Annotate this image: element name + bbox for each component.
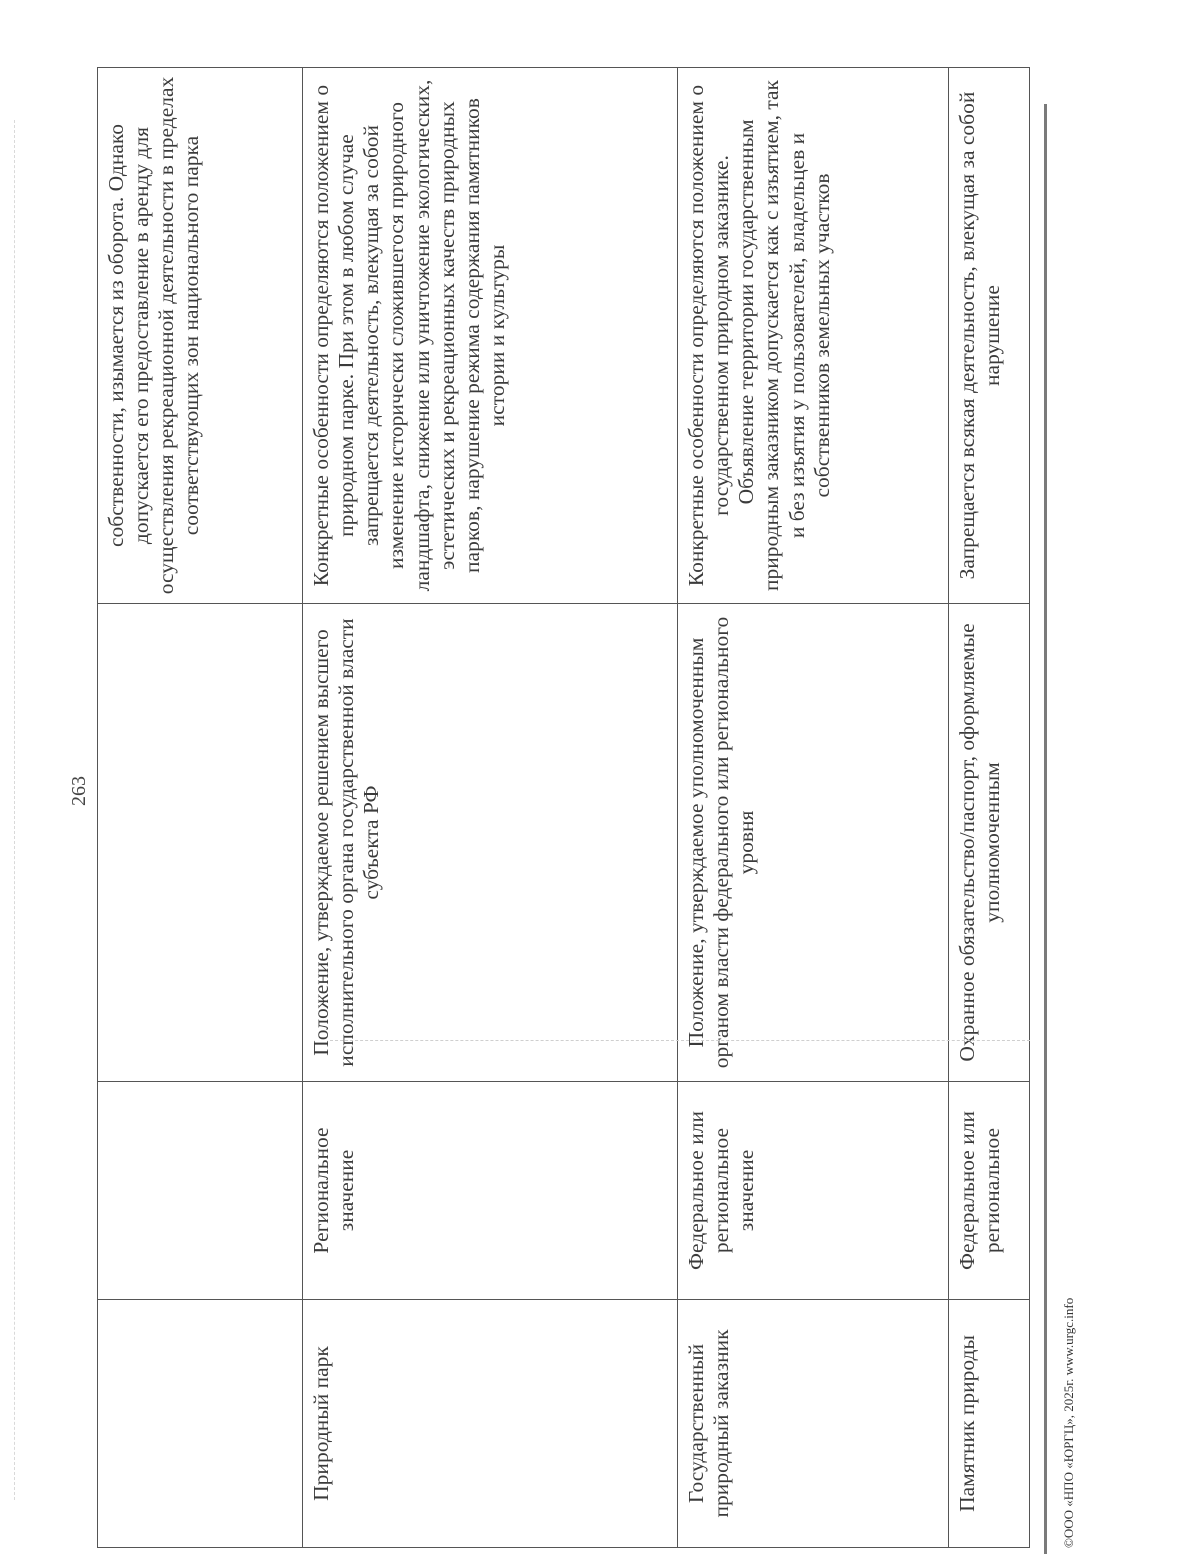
protection-regime: [303, 68, 678, 604]
copyright-text: ©ООО «НПО «ЮРГЦ», 2025г. www.urgc.info: [1061, 1297, 1076, 1548]
regime-paragraph: Конкретные особенности определяются положением о государственном природном заказнике.: [684, 84, 734, 587]
regulating-document: Положение, утверждаемое уполномоченным органом власти федерального или регионального уровня: [678, 604, 949, 1082]
significance-level: Федеральное или региональное: [949, 1082, 1030, 1300]
protected-area-name: [98, 1300, 303, 1548]
significance-level: [98, 1082, 303, 1300]
significance-level: Федеральное или региональное значение: [678, 1082, 949, 1300]
scan-edge: [14, 120, 16, 1500]
significance-level: Региональное значение: [303, 1082, 678, 1300]
protected-area-name: Государственный природный заказник: [678, 1300, 949, 1548]
protection-regime: [98, 68, 303, 604]
table-row: [949, 68, 1030, 1548]
footer-divider: [1044, 104, 1047, 1554]
regime-paragraph: Конкретные особенности определяются положением о природном парке. При этом в любом случае запрещается деятельность, влекущая за собой изменение исторически сложившегося природного ландшафта, снижение или уничтожение экологических, эстетических и рекреационных качеств природных парков, нарушение режима содержания памятников истории и культуры: [309, 79, 509, 592]
regime-paragraph: собственности, изымается из оборота. Однако допускается его предоставление в аренду для осуществления рекреационной деятельности в пределах соответствующих зон национального парка: [104, 76, 204, 595]
protected-area-name: Природный парк: [303, 1300, 678, 1548]
table-row: [303, 68, 678, 1548]
protection-regime: [949, 68, 1030, 604]
footer: [1060, 1148, 1078, 1548]
page-number: 263: [68, 776, 90, 806]
table-row: [98, 68, 303, 1548]
regime-paragraph: Объявление территории государственным природным заказником допускается как с изъятием, так и без изъятия у пользователей, владельцев и собственников земельных участков: [734, 79, 834, 592]
regulating-document: [98, 604, 303, 1082]
regulating-document: Охранное обязательство/паспорт, оформляемые уполномоченным: [949, 604, 1030, 1082]
document-table: [97, 67, 1030, 1548]
protection-regime: [678, 68, 949, 604]
scan-artifact: [330, 1040, 1030, 1042]
regulating-document: Положение, утверждаемое решением высшего исполнительного органа государственной власти субъекта РФ: [303, 604, 678, 1082]
regime-paragraph: Запрещается всякая деятельность, влекущая за собой нарушение: [955, 91, 1005, 580]
table-row: [678, 68, 949, 1548]
document-table-rotated: [97, 68, 1005, 1548]
protected-area-name: Памятник природы: [949, 1300, 1030, 1548]
